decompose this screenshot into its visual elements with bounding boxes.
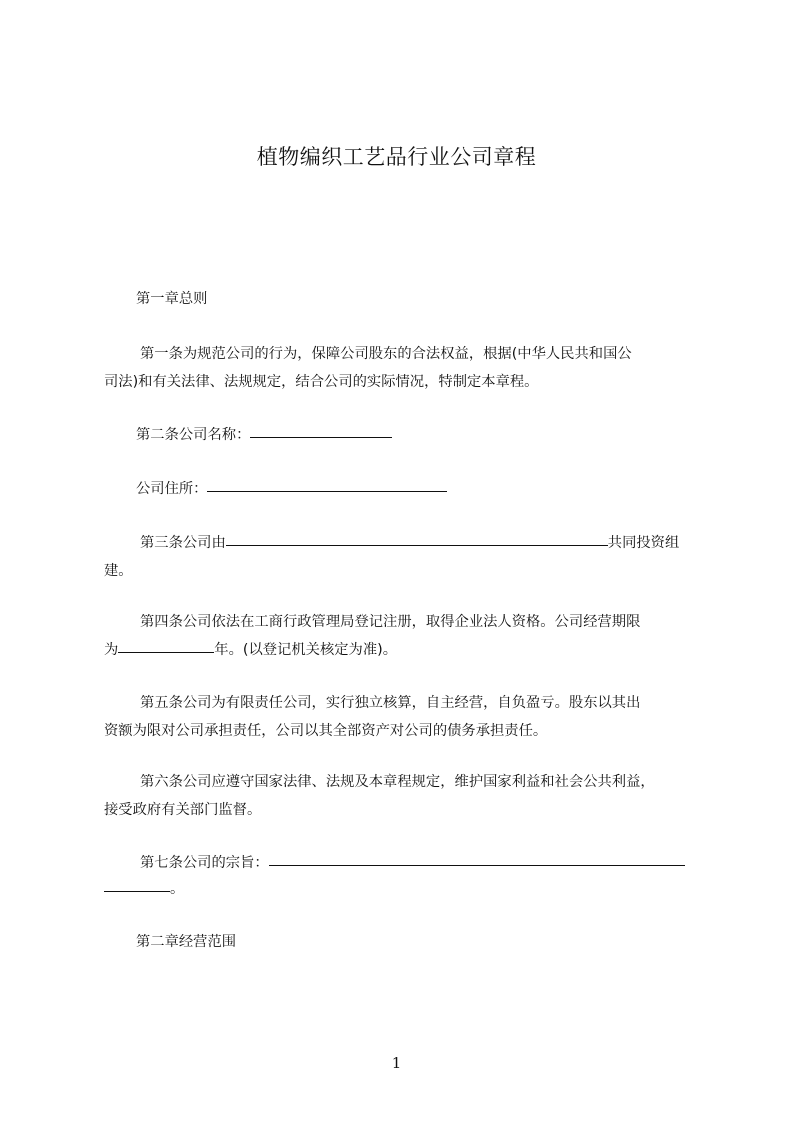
article-3-line-2: 建。	[104, 563, 133, 579]
article-5-line-2: 资额为限对公司承担责任，公司以其全部资产对公司的债务承担责任。	[104, 723, 548, 739]
operating-term-blank[interactable]	[118, 651, 214, 653]
article-3-line-1	[140, 529, 738, 558]
article-2	[136, 421, 734, 450]
chapter-1-heading: 第一章总则	[136, 291, 208, 307]
article-7-line-2	[104, 875, 702, 904]
company-address-blank[interactable]	[207, 490, 447, 492]
article-1-line-1: 第一条为规范公司的行为，保障公司股东的合法权益，根据(中华人民共和国公	[140, 346, 632, 362]
company-purpose-blank-continued[interactable]	[104, 890, 170, 892]
company-name-blank[interactable]	[250, 436, 392, 438]
company-address-label: 公司住所：	[136, 481, 208, 497]
article-7-line-1	[140, 849, 738, 878]
chapter-2-heading: 第二章经营范围	[136, 934, 237, 950]
article-6-line-2: 接受政府有关部门监督。	[104, 802, 262, 818]
page-number: 1	[391, 1054, 402, 1072]
company-address	[136, 475, 734, 504]
article-4-line-1: 第四条公司依法在工商行政管理局登记注册，取得企业法人资格。公司经营期限	[140, 614, 641, 630]
article-6-line-1: 第六条公司应遵守国家法律、法规及本章程规定，维护国家利益和社会公共利益，	[140, 774, 655, 790]
company-purpose-blank[interactable]	[269, 864, 685, 866]
article-1-line-2: 司法)和有关法律、法规规定，结合公司的实际情况，特制定本章程。	[104, 374, 539, 390]
article-4-suffix: 年。(以登记机关核定为准)。	[214, 642, 398, 658]
article-5-line-1: 第五条公司为有限责任公司，实行独立核算，自主经营，自负盈亏。股东以其出	[140, 695, 641, 711]
investors-blank[interactable]	[226, 544, 608, 546]
article-3-prefix: 第三条公司由	[140, 535, 226, 551]
company-purpose-label: 第七条公司的宗旨：	[140, 855, 269, 871]
article-7-end: 。	[170, 881, 185, 897]
article-4-prefix: 为	[104, 642, 119, 658]
article-4-line-2	[104, 636, 702, 665]
article-3-suffix: 共同投资组	[607, 535, 680, 551]
company-name-label: 第二条公司名称：	[136, 427, 251, 443]
document-title: 植物编织工艺品行业公司章程	[256, 145, 537, 169]
